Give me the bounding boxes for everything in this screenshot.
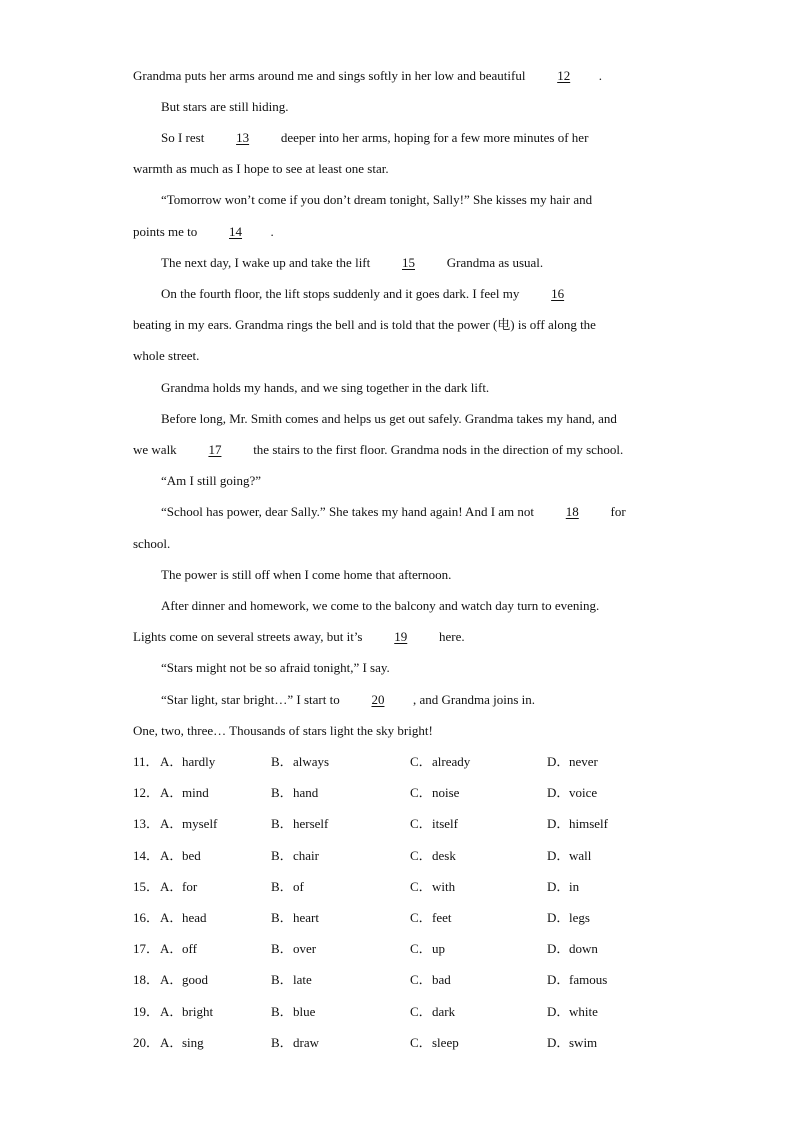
option-text: feet xyxy=(432,910,452,925)
option-letter: B． xyxy=(271,910,293,925)
option-letter: B． xyxy=(271,1035,293,1050)
option-letter: B． xyxy=(271,816,293,831)
option-c[interactable] xyxy=(410,972,451,988)
passage-line-15: “School has power, dear Sally.” She takes my hand again! And I am not 18 for xyxy=(161,504,626,519)
option-text: always xyxy=(293,754,330,769)
option-text: already xyxy=(432,754,471,769)
option-d[interactable] xyxy=(547,785,597,801)
option-letter: A． xyxy=(160,785,183,800)
option-b[interactable] xyxy=(271,848,319,864)
option-c[interactable] xyxy=(410,785,459,801)
option-text: bad xyxy=(432,972,451,987)
option-text: mind xyxy=(182,785,209,800)
option-b[interactable] xyxy=(271,910,319,926)
option-c[interactable] xyxy=(410,816,458,832)
passage-line-22: One, two, three… Thousands of stars light the sky bright! xyxy=(133,723,433,738)
option-letter: D． xyxy=(547,848,570,863)
question-number: 16． xyxy=(133,910,160,925)
blank-13: 13 xyxy=(236,130,250,145)
option-letter: D． xyxy=(547,785,570,800)
option-letter: B． xyxy=(271,879,293,894)
option-c[interactable] xyxy=(410,879,455,895)
option-letter: A． xyxy=(160,754,183,769)
option-letter: D． xyxy=(547,816,570,831)
option-text: swim xyxy=(569,1035,598,1050)
option-letter: D． xyxy=(547,754,570,769)
option-text: herself xyxy=(293,816,329,831)
option-d[interactable] xyxy=(547,848,591,864)
option-b[interactable] xyxy=(271,879,304,895)
option-letter: A． xyxy=(160,848,183,863)
option-letter: D． xyxy=(547,1004,570,1019)
option-b[interactable] xyxy=(271,1004,315,1020)
passage-line-13: we walk 17 the stairs to the first floor. Grandma nods in the direction of my school. xyxy=(133,442,624,457)
question-number: 17． xyxy=(133,941,160,956)
question-row xyxy=(133,941,693,957)
passage-line-6: points me to 14 . xyxy=(133,224,274,239)
question-number: 13． xyxy=(133,816,160,831)
blank-16: 16 xyxy=(551,286,565,301)
option-a[interactable] xyxy=(160,1035,204,1051)
option-letter: C． xyxy=(410,754,432,769)
option-text: blue xyxy=(293,1004,316,1019)
option-a[interactable] xyxy=(160,785,209,801)
option-text: hardly xyxy=(182,754,216,769)
option-a[interactable] xyxy=(160,910,207,926)
option-letter: A． xyxy=(160,1004,183,1019)
passage-line-9: beating in my ears. Grandma rings the bell and is told that the power (电) is off along the xyxy=(133,317,596,332)
question-number: 15． xyxy=(133,879,160,894)
blank-18: 18 xyxy=(565,504,579,519)
option-letter: B． xyxy=(271,848,293,863)
option-b[interactable] xyxy=(271,941,316,957)
passage-line-4: warmth as much as I hope to see at least one star. xyxy=(133,161,389,176)
option-a[interactable] xyxy=(160,879,197,895)
option-c[interactable] xyxy=(410,848,456,864)
passage-line-2: But stars are still hiding. xyxy=(161,99,289,114)
option-letter: D． xyxy=(547,879,570,894)
option-text: chair xyxy=(293,848,319,863)
option-letter: B． xyxy=(271,754,293,769)
passage-line-16: school. xyxy=(133,536,171,551)
option-a[interactable] xyxy=(160,941,197,957)
passage-line-5: “Tomorrow won’t come if you don’t dream tonight, Sally!” She kisses my hair and xyxy=(161,192,593,207)
option-text: draw xyxy=(293,1035,319,1050)
option-text: late xyxy=(293,972,312,987)
blank-15: 15 xyxy=(402,255,415,270)
passage-line-21: “Star light, star bright…” I start to 20 , and Grandma joins in. xyxy=(161,692,536,707)
option-letter: D． xyxy=(547,910,570,925)
passage-line-20: “Stars might not be so afraid tonight,” I say. xyxy=(161,660,390,675)
option-d[interactable] xyxy=(547,941,598,957)
option-text: never xyxy=(569,754,598,769)
question-number: 19． xyxy=(133,1004,160,1019)
option-text: legs xyxy=(569,910,590,925)
option-letter: C． xyxy=(410,1004,432,1019)
question-row xyxy=(133,1035,693,1051)
question-row xyxy=(133,1004,693,1020)
option-letter: B． xyxy=(271,1004,293,1019)
option-letter: A． xyxy=(160,972,183,987)
option-text: desk xyxy=(432,848,456,863)
option-d[interactable] xyxy=(547,754,598,770)
option-letter: B． xyxy=(271,972,293,987)
passage-line-1: Grandma puts her arms around me and sings softly in her low and beautiful 12 . xyxy=(133,68,602,83)
passage-line-10: whole street. xyxy=(133,348,200,363)
option-c[interactable] xyxy=(410,941,445,957)
option-d[interactable] xyxy=(547,972,607,988)
passage-line-14: “Am I still going?” xyxy=(161,473,262,488)
option-letter: D． xyxy=(547,941,570,956)
option-text: good xyxy=(182,972,208,987)
option-letter: D． xyxy=(547,972,570,987)
question-row xyxy=(133,910,693,926)
option-text: himself xyxy=(569,816,608,831)
option-text: wall xyxy=(569,848,592,863)
option-d[interactable] xyxy=(547,1035,597,1051)
option-text: heart xyxy=(293,910,319,925)
option-c[interactable] xyxy=(410,1004,455,1020)
passage-line-17: The power is still off when I come home that afternoon. xyxy=(161,567,452,582)
option-text: over xyxy=(293,941,317,956)
option-text: up xyxy=(432,941,445,956)
question-row xyxy=(133,879,693,895)
blank-17: 17 xyxy=(208,442,222,457)
option-letter: A． xyxy=(160,1035,183,1050)
option-a[interactable] xyxy=(160,754,215,770)
option-letter: B． xyxy=(271,941,293,956)
blank-14: 14 xyxy=(229,224,243,239)
passage-line-18: After dinner and homework, we come to the balcony and watch day turn to evening. xyxy=(161,598,600,613)
option-text: in xyxy=(569,879,580,894)
question-number: 14． xyxy=(133,848,160,863)
option-letter: B． xyxy=(271,785,293,800)
option-d[interactable] xyxy=(547,910,590,926)
blank-19: 19 xyxy=(394,629,408,644)
option-text: off xyxy=(182,941,197,956)
passage-line-11: Grandma holds my hands, and we sing together in the dark lift. xyxy=(161,380,490,395)
option-text: sing xyxy=(182,1035,204,1050)
option-text: white xyxy=(569,1004,598,1019)
option-letter: C． xyxy=(410,879,432,894)
option-d[interactable] xyxy=(547,1004,598,1020)
option-a[interactable] xyxy=(160,1004,213,1020)
option-c[interactable] xyxy=(410,754,470,770)
question-row xyxy=(133,972,693,988)
option-letter: A． xyxy=(160,941,183,956)
option-text: voice xyxy=(569,785,598,800)
question-number: 18． xyxy=(133,972,160,987)
option-letter: A． xyxy=(160,816,183,831)
passage-line-7: The next day, I wake up and take the lift 15 Grandma as usual. xyxy=(161,255,544,270)
option-text: itself xyxy=(432,816,458,831)
option-b[interactable] xyxy=(271,754,329,770)
option-letter: C． xyxy=(410,972,432,987)
passage-line-8: On the fourth floor, the lift stops suddenly and it goes dark. I feel my 16 xyxy=(161,286,593,302)
option-a[interactable] xyxy=(160,848,201,864)
blank-12: 12 xyxy=(557,68,571,83)
option-letter: C． xyxy=(410,848,432,863)
option-text: myself xyxy=(182,816,218,831)
question-row xyxy=(133,816,693,832)
blank-20: 20 xyxy=(371,692,385,707)
option-text: bed xyxy=(182,848,201,863)
option-text: famous xyxy=(569,972,608,987)
option-c[interactable] xyxy=(410,1035,459,1051)
option-b[interactable] xyxy=(271,816,328,832)
option-letter: C． xyxy=(410,1035,432,1050)
option-text: dark xyxy=(432,1004,456,1019)
question-row xyxy=(133,754,693,770)
option-text: with xyxy=(432,879,456,894)
option-text: sleep xyxy=(432,1035,459,1050)
option-text: bright xyxy=(182,1004,214,1019)
question-row xyxy=(133,848,693,864)
option-letter: C． xyxy=(410,910,432,925)
option-c[interactable] xyxy=(410,910,451,926)
option-text: hand xyxy=(293,785,319,800)
option-a[interactable] xyxy=(160,972,208,988)
option-b[interactable] xyxy=(271,1035,319,1051)
option-text: down xyxy=(569,941,598,956)
passage-line-19: Lights come on several streets away, but it’s 19 here. xyxy=(133,629,465,644)
option-letter: C． xyxy=(410,816,432,831)
option-text: for xyxy=(182,879,198,894)
option-d[interactable] xyxy=(547,816,608,832)
option-letter: C． xyxy=(410,785,432,800)
passage-line-3: So I rest 13 deeper into her arms, hoping for a few more minutes of her xyxy=(161,130,589,145)
option-text: noise xyxy=(432,785,460,800)
option-d[interactable] xyxy=(547,879,579,895)
option-letter: A． xyxy=(160,910,183,925)
option-letter: C． xyxy=(410,941,432,956)
option-text: head xyxy=(182,910,207,925)
option-text: of xyxy=(293,879,304,894)
passage-line-12: Before long, Mr. Smith comes and helps us get out safely. Grandma takes my hand, and xyxy=(161,411,617,426)
question-row xyxy=(133,785,693,801)
question-number: 20． xyxy=(133,1035,160,1050)
option-b[interactable] xyxy=(271,785,318,801)
question-number: 12． xyxy=(133,785,160,800)
question-number: 11． xyxy=(133,754,159,769)
option-letter: D． xyxy=(547,1035,570,1050)
option-letter: A． xyxy=(160,879,183,894)
option-b[interactable] xyxy=(271,972,312,988)
option-a[interactable] xyxy=(160,816,217,832)
